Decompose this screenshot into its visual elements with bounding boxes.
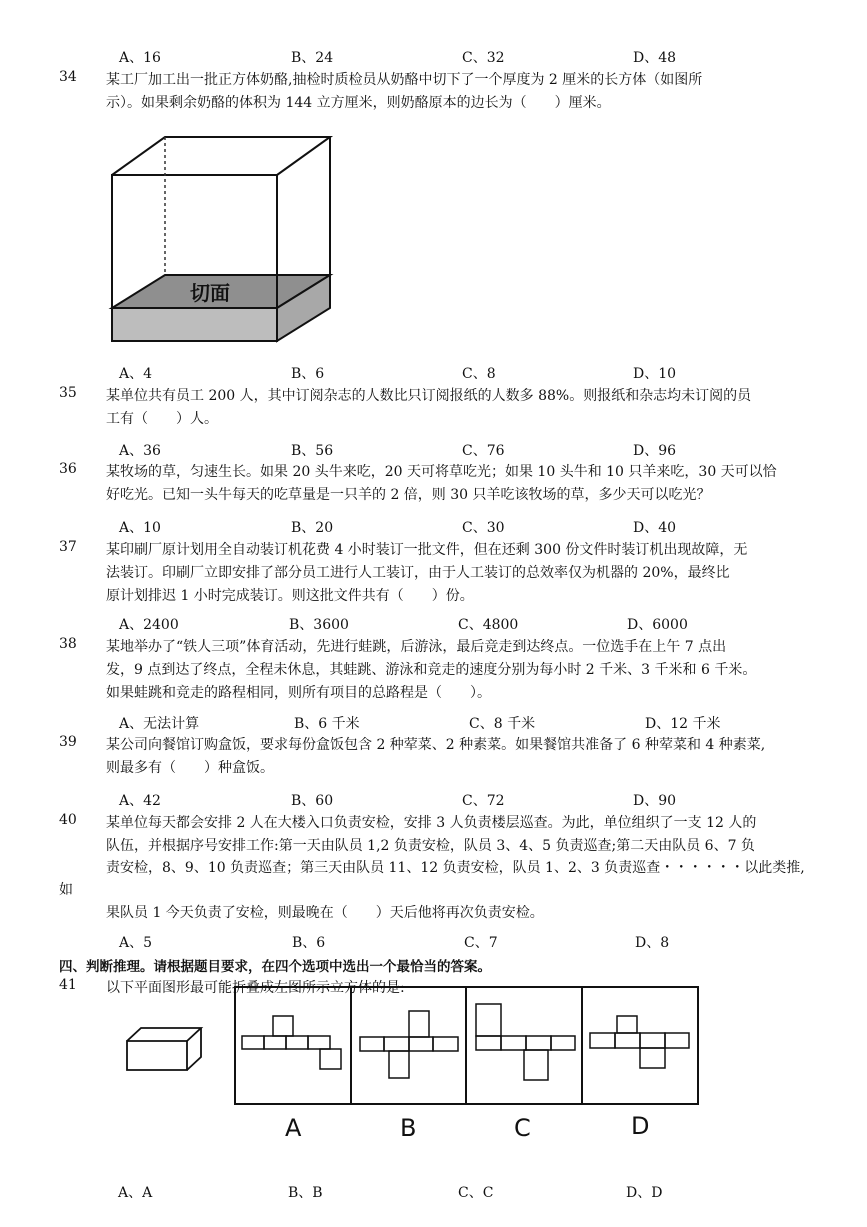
option-a: A、无法计算 [119,716,200,732]
q40-options [0,932,867,952]
question-text: 如果蛙跳和竞走的路程相同，则所有项目的总路程是（ ）。 [106,685,491,701]
question-text: 某牧场的草，匀速生长。如果 20 头牛来吃，20 天可将草吃光；如果 10 头牛和 10 只羊来吃，30 天可以恰 [106,464,777,480]
panel-label-b: B [400,1114,417,1142]
question-text: 原计划排迟 1 小时完成装订。则这批文件共有（ ）份。 [106,588,474,604]
q35-options [0,440,867,460]
option-c: C、32 [462,50,505,66]
option-c: C、76 [462,443,505,459]
q38-options [0,713,867,733]
option-a: A、10 [119,520,161,536]
option-d: D、6000 [627,617,688,633]
question-number: 40 [59,812,77,828]
option-b: B、24 [291,50,334,66]
panel-label-d: D [631,1112,650,1140]
option-b: B、6 [292,935,326,951]
panel-label-c: C [514,1114,531,1142]
question-text: 好吃光。已知一头牛每天的吃草量是一只羊的 2 倍，则 30 只羊吃该牧场的草，多少天可以吃光？ [106,487,711,503]
net-a [242,1016,341,1069]
option-b: B、56 [291,443,334,459]
option-c: C、7 [464,935,498,951]
question-text: 某印刷厂原计划用全自动装订机花费 4 小时装订一批文件，但在还剩 300 份文件时装订机出现故障，无 [106,542,748,558]
option-a: A、A [118,1185,153,1201]
net-c [476,1004,575,1080]
question-text: 工有（ ）人。 [106,411,218,427]
q34-options [0,363,867,383]
question-text: 发，9 点到达了终点，全程未休息，其蛙跳、游泳和竞走的速度分别为每小时 2 千米、3 千米和 6 千米。 [106,662,757,678]
option-a: A、16 [119,50,161,66]
question-number: 38 [59,636,77,652]
question-text: 队伍，并根据序号安排工作:第一天由队员 1,2 负责安检，队员 3、4、5 负责巡查;第二天由队员 6、7 负 [106,838,755,854]
q41-options [0,1182,867,1202]
option-d: D、10 [633,366,677,382]
option-a: A、36 [119,443,161,459]
question-text: 某工厂加工出一批正方体奶酪,抽检时质检员从奶酪中切下了一个厚度为 2 厘米的长方体（如图所 [106,72,703,88]
question-number: 39 [59,734,77,750]
option-c: C、30 [462,520,505,536]
option-a: A、42 [119,793,161,809]
option-d: D、40 [633,520,677,536]
cuboid-figure [120,1024,210,1074]
option-d: D、96 [633,443,677,459]
option-c: C、8 千米 [469,716,536,732]
option-a: A、5 [119,935,153,951]
option-b: B、3600 [289,617,349,633]
question-text-wrap: 如 [59,882,73,898]
question-text: 以下平面图形最可能折叠成左图所示立方体的是: [106,980,405,996]
option-c: C、72 [462,793,505,809]
option-d: D、48 [633,50,677,66]
option-a: A、2400 [119,617,179,633]
question-number: 36 [59,461,77,477]
option-c: C、4800 [458,617,519,633]
option-d: D、8 [635,935,670,951]
option-c: C、C [458,1185,494,1201]
option-b: B、6 千米 [294,716,360,732]
question-text: 示）。如果剩余奶酪的体积为 144 立方厘米，则奶酪原本的边长为（ ）厘米。 [106,95,611,111]
q33-options [0,47,867,67]
question-text: 责安检，8、9、10 负责巡查；第三天由队员 11、12 负责安检，队员 1、2、3 负责巡查・・・・・・以此类推, [106,860,805,876]
net-b [360,1011,458,1078]
option-b: B、B [288,1185,323,1201]
question-number: 34 [59,69,77,85]
option-d: D、D [626,1185,663,1201]
slab-front [112,308,277,341]
q36-options [0,517,867,537]
question-number: 41 [59,977,77,993]
q37-options [0,614,867,634]
option-b: B、60 [291,793,334,809]
question-text: 某公司向餐馆订购盒饭，要求每份盒饭包含 2 种荤菜、2 种素菜。如果餐馆共准备了 6 种荤菜和 4 种素菜, [106,737,766,753]
option-d: D、12 千米 [645,716,721,732]
option-c: C、8 [462,366,496,382]
net-d [590,1016,689,1068]
panel-label-a: A [285,1114,302,1142]
cube-nets-figure [234,986,699,1146]
cut-face-label: 切面 [190,281,230,305]
question-number: 37 [59,539,77,555]
question-text: 则最多有（ ）种盒饭。 [106,760,274,776]
section-heading: 四、判断推理。请根据题目要求，在四个选项中选出一个最恰当的答案。 [59,959,491,975]
question-text: 法装订。印刷厂立即安排了部分员工进行人工装订，由于人工装订的总效率仅为机器的 20%，最终比 [106,565,730,581]
question-text: 果队员 1 今天负责了安检，则最晚在（ ）天后他将再次负责安检。 [106,905,544,921]
question-number: 35 [59,385,77,401]
option-d: D、90 [633,793,677,809]
option-b: B、20 [291,520,334,536]
q39-options [0,790,867,810]
cheese-cube-figure [105,128,335,348]
question-text: 某单位每天都会安排 2 人在大楼入口负责安检，安排 3 人负责楼层巡查。为此，单位组织了一支 12 人的 [106,815,757,831]
option-a: A、4 [119,366,153,382]
question-text: 某地举办了“铁人三项”体育活动，先进行蛙跳，后游泳，最后竞走到达终点。一位选手在上午 7 点出 [106,639,727,655]
question-text: 某单位共有员工 200 人，其中订阅杂志的人数比只订阅报纸的人数多 88%。则报纸和杂志均未订阅的员 [106,388,752,404]
option-b: B、6 [291,366,325,382]
